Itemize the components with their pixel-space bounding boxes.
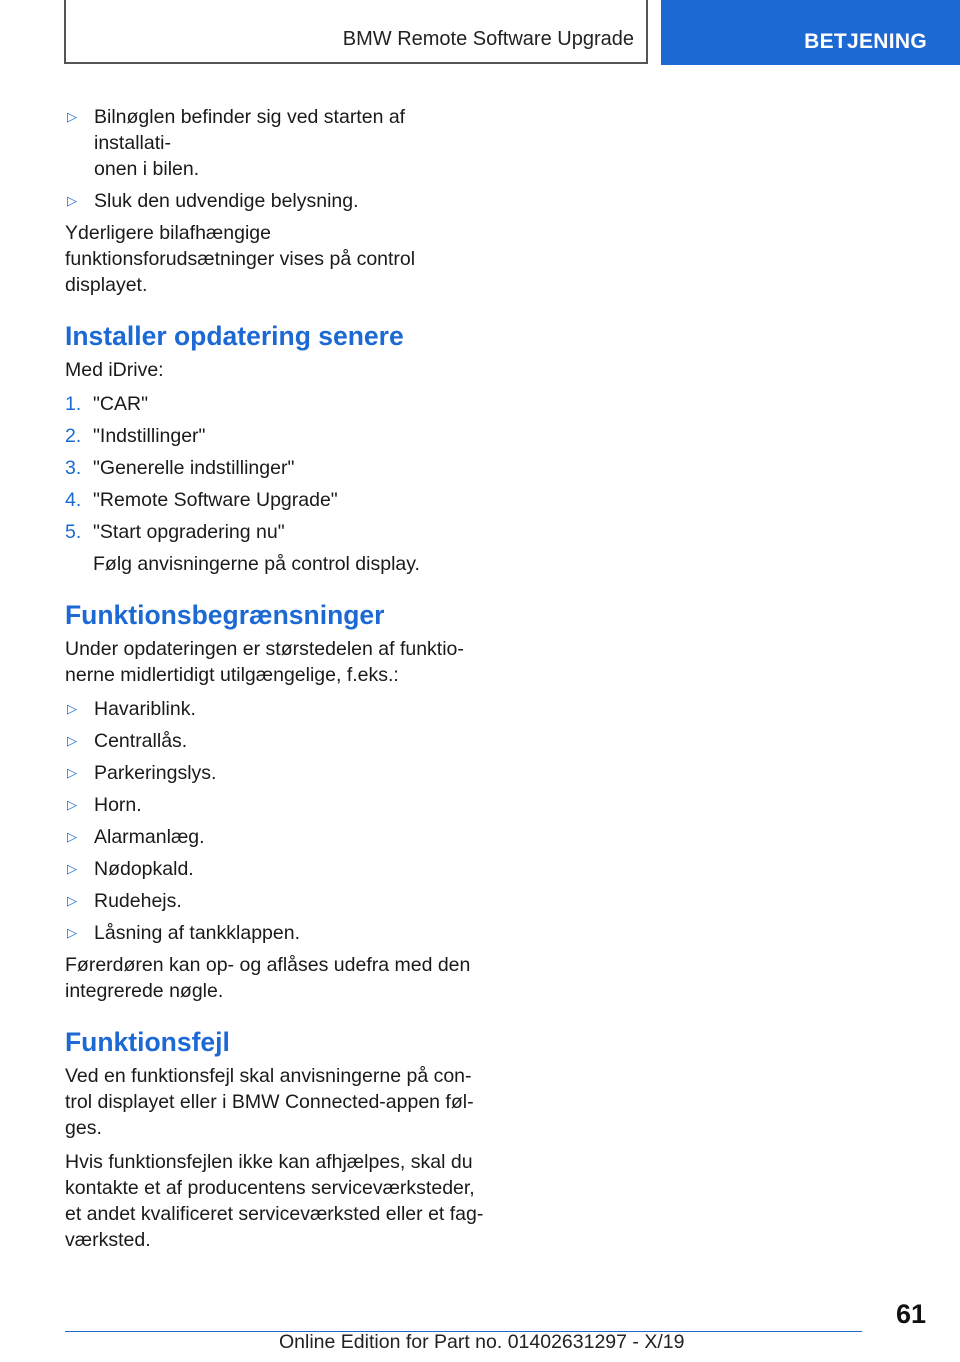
list-item [65,888,485,914]
list-item-text: Låsning af tankklappen. [94,922,300,944]
triangle-bullet-icon: ▷ [67,765,77,780]
step-number: 1. [65,393,82,415]
step-text: "Generelle indstillinger" [93,457,295,479]
step-item [65,519,485,545]
step-number: 5. [65,521,82,543]
page-number: 61 [895,1299,926,1329]
step-text: "CAR" [93,393,149,415]
header-chapter-tab [661,0,960,65]
fault-paragraph-2: Hvis funktionsfejlen ikke kan afhjælpes, skal du kontakte et af producentens serviceværksteder, et andet kvalificeret serviceværksted eller et fag- værksted. [65,1151,484,1251]
list-item-text: Horn. [94,794,142,816]
triangle-bullet-icon: ▷ [67,701,77,716]
list-item-text: Havariblink. [94,698,196,720]
limits-lead: Under opdateringen er størstedelen af funktio- nerne midlertidigt utilgængelige, f.eks.: [65,638,464,686]
triangle-bullet-icon: ▷ [67,733,77,748]
fault-paragraph-1: Ved en funktionsfejl skal anvisningerne på con- trol displayet eller i BMW Connected-appen føl- ges. [65,1065,474,1139]
step-item [65,455,485,481]
header-chapter-label: BETJENING [804,30,927,53]
header-section-box [64,0,648,64]
list-item [65,188,485,214]
list-item-text: Centrallås. [94,730,188,752]
step-number: 4. [65,489,82,511]
step-text: "Remote Software Upgrade" [93,489,338,511]
intro-paragraph: Yderligere bilafhængige funktionsforudsætninger vises på control displayet. [65,222,416,296]
heading-function-limits: Funktionsbegrænsninger [65,600,385,630]
triangle-bullet-icon: ▷ [67,109,77,124]
step-number: 3. [65,457,82,479]
step-text: "Start opgradering nu" [93,521,285,543]
lead-idrive: Med iDrive: [65,359,164,381]
list-item-text: Rudehejs. [94,890,182,912]
list-item [65,824,485,850]
list-item [65,696,485,722]
heading-install-later: Installer opdatering senere [65,321,404,351]
step-text: "Indstillinger" [93,425,206,447]
triangle-bullet-icon: ▷ [67,829,77,844]
list-item [65,104,485,182]
list-item [65,856,485,882]
step-item [65,423,485,449]
step-number: 2. [65,425,82,447]
triangle-bullet-icon: ▷ [67,861,77,876]
list-item-text: Parkeringslys. [94,762,217,784]
triangle-bullet-icon: ▷ [67,193,77,208]
list-item [65,920,485,946]
triangle-bullet-icon: ▷ [67,893,77,908]
triangle-bullet-icon: ▷ [67,925,77,940]
list-item [65,760,485,786]
list-item [65,728,485,754]
list-item [65,792,485,818]
limits-closing: Førerdøren kan op- og aflåses udefra med den integrerede nøgle. [65,954,471,1002]
list-item-text: Nødopkald. [94,858,194,880]
step-note: Følg anvisningerne på control display. [93,553,420,575]
step-item [65,487,485,513]
footer-edition: Online Edition for Part no. 01402631297 - X/19 [279,1331,685,1353]
list-item-text: Sluk den udvendige belysning. [94,190,359,212]
header-section-title: BMW Remote Software Upgrade [342,28,634,50]
heading-malfunction: Funktionsfejl [65,1027,230,1057]
list-item-text: Bilnøglen befinder sig ved starten af installati- onen i bilen. [94,106,406,180]
main-column [65,104,485,1261]
list-item-text: Alarmanlæg. [94,826,205,848]
step-item [65,391,485,417]
triangle-bullet-icon: ▷ [67,797,77,812]
